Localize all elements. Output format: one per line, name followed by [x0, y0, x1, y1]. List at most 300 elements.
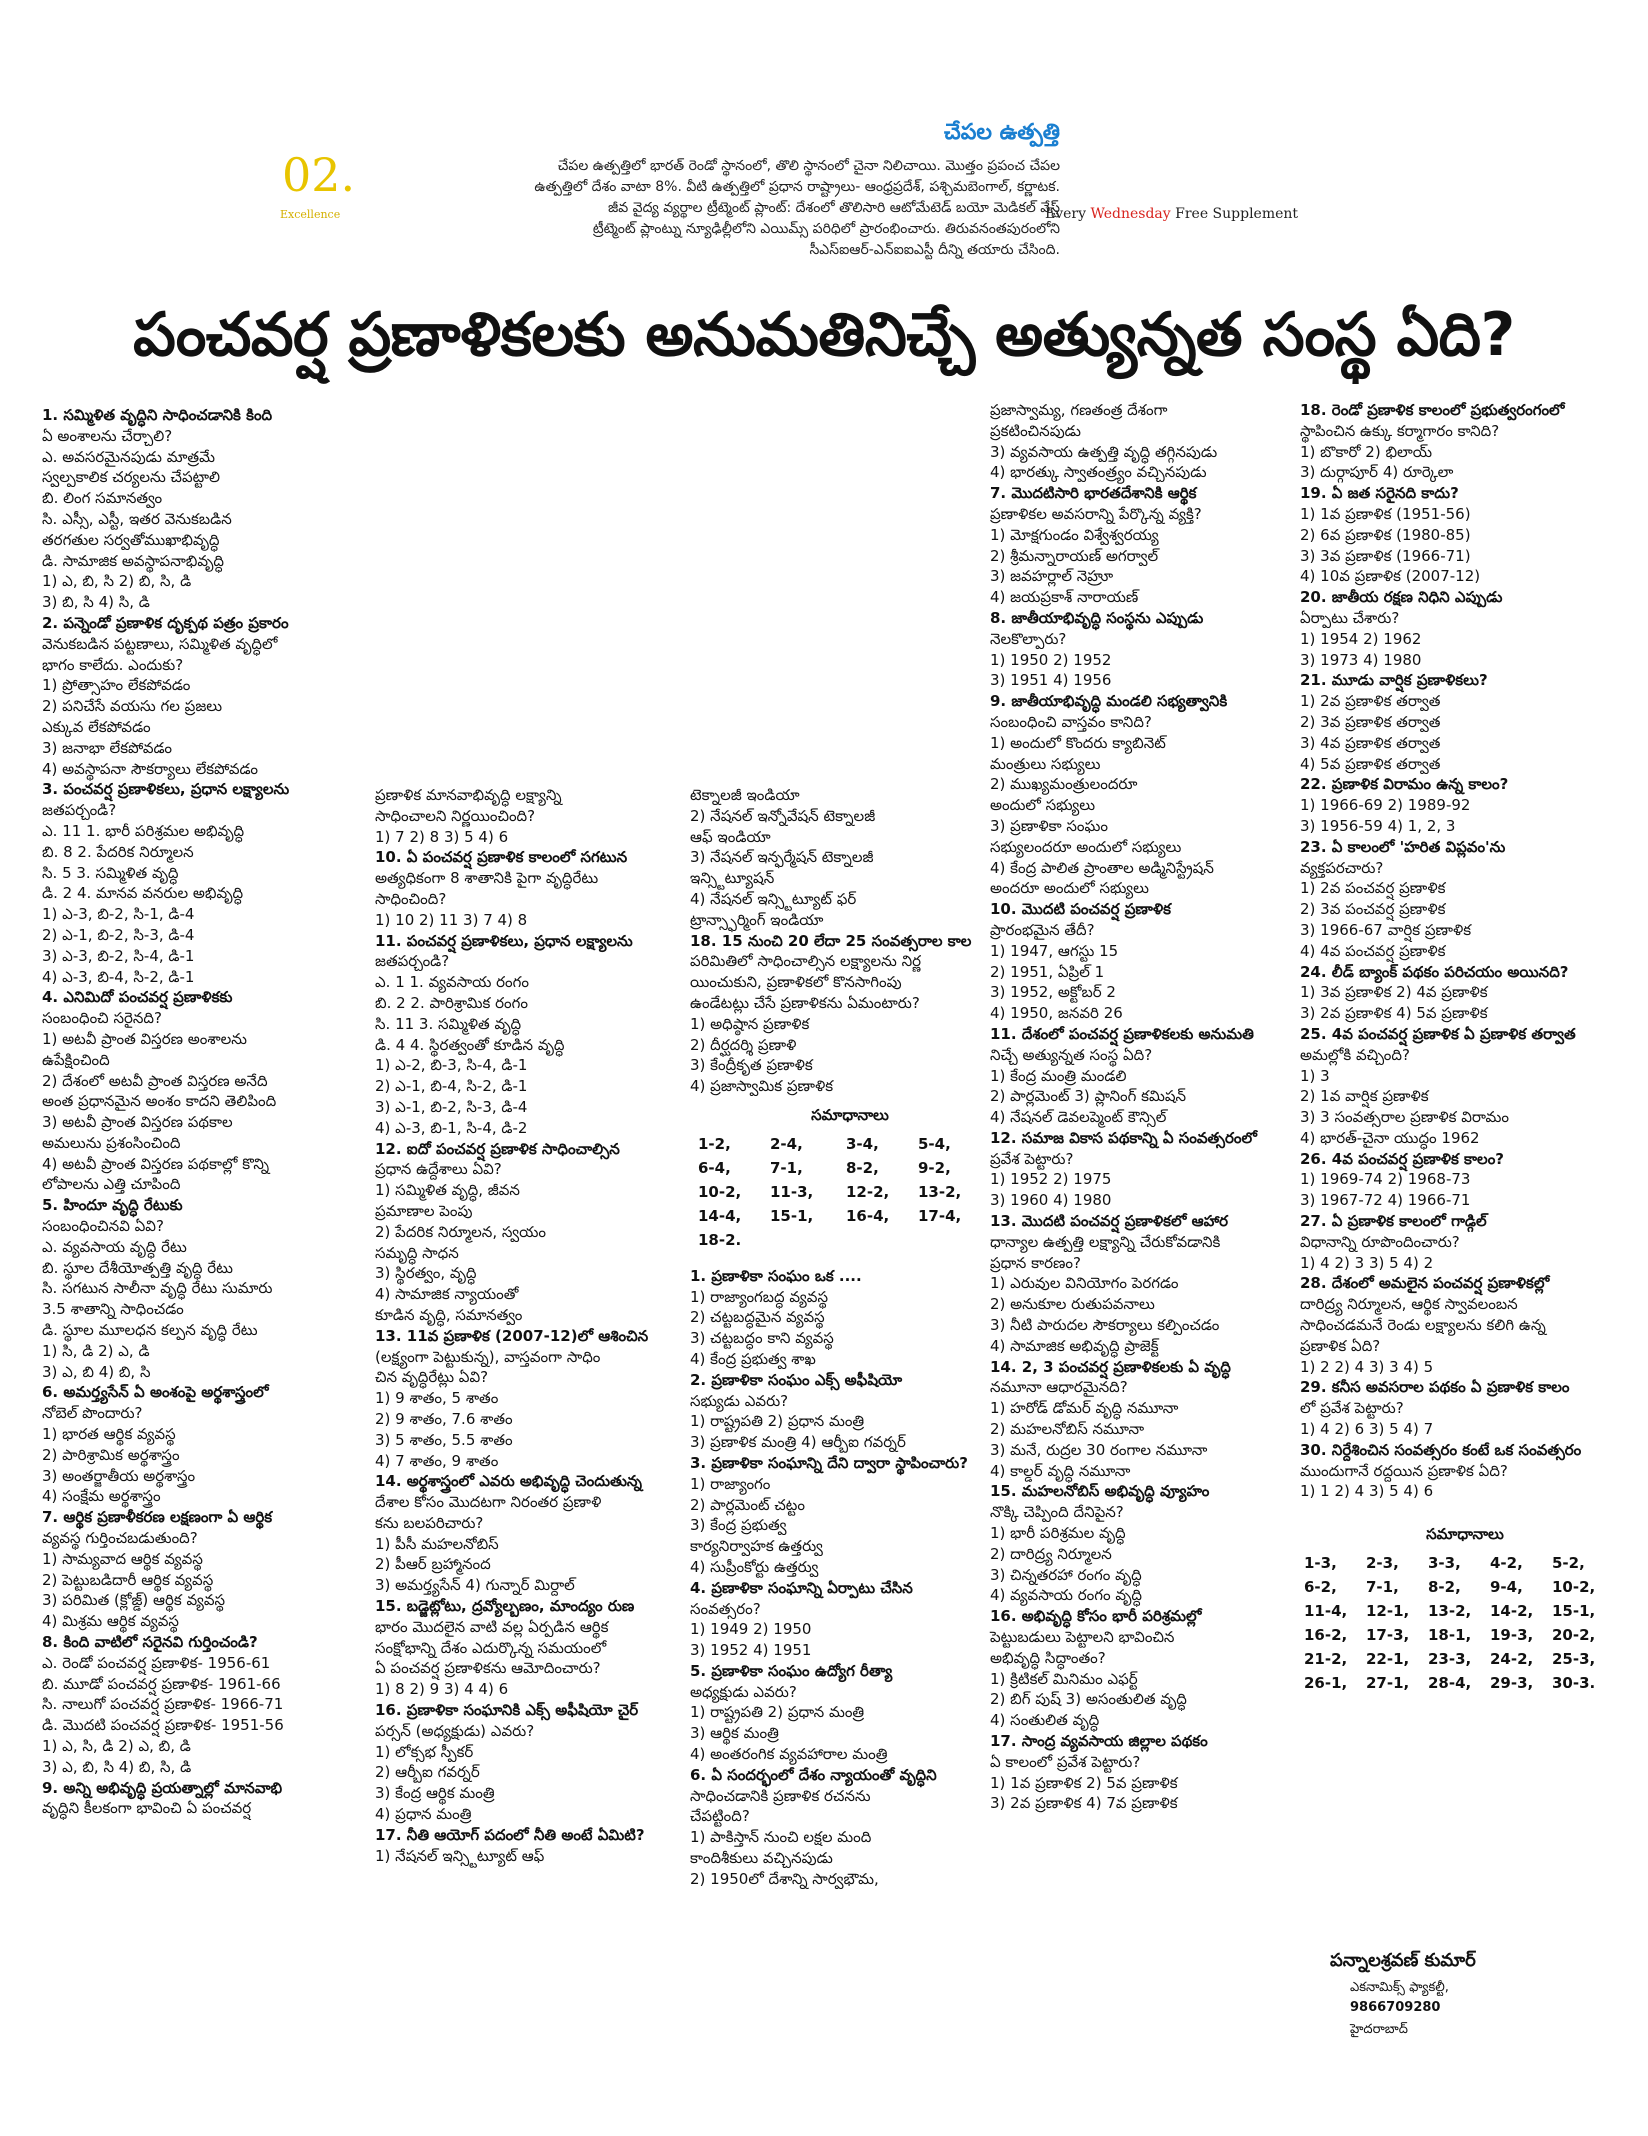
option-line: 1) 3: [1300, 1066, 1330, 1085]
option-line: 1) 1949 2) 1950: [690, 1620, 812, 1639]
option-line: భారం మొదలైన వాటి వల్ల ఏర్పడిన ఆర్థిక: [375, 1617, 609, 1636]
option-line: 3) జనాభా లేకపోవడం: [42, 738, 172, 757]
option-line: చిన వృద్ధిరేట్లు ఏవి?: [375, 1368, 489, 1387]
option-line: 4) కాల్డర్ వృద్ధి నమూనా: [990, 1461, 1131, 1480]
option-line: 2) 3వ ప్రణాళిక తర్వాత: [1300, 712, 1441, 731]
author-line: ఎకనామిక్స్ ఫ్యాకల్టీ,: [1350, 1980, 1449, 1995]
option-line: ప్రణాళిక మానవాభివృద్ధి లక్ష్యాన్ని: [375, 786, 562, 804]
question-line: 18. రెండో ప్రణాళిక కాలంలో ప్రభుత్వరంగంలో: [1300, 401, 1565, 419]
news-heading: చేపల ఉత్పత్తి: [944, 120, 1060, 145]
option-line: 4) ఎ-3, బి-4, సి-2, డి-1: [42, 967, 195, 986]
option-line: 3) 3వ ప్రణాళిక (1966-71): [1300, 546, 1471, 565]
option-line: ధాన్యాల ఉత్పత్తి లక్ష్యాన్ని చేరుకోవడానికి: [990, 1232, 1221, 1251]
option-line: ఉపేక్షించింది: [42, 1050, 110, 1069]
option-line: భాగం కాలేదు. ఎందుకు?: [42, 655, 184, 674]
option-line: 4) నేషనల్ డెవలప్మెంట్ కౌన్సిల్: [990, 1108, 1167, 1127]
option-line: అధ్యక్షుడు ఎవరు?: [690, 1682, 797, 1701]
option-line: ట్రాన్స్ఫార్మింగ్ ఇండియా: [690, 910, 824, 929]
question-line: 8. కింది వాటిలో సరైనవి గుర్తించండి?: [42, 1633, 258, 1652]
question-line: 12. సమాజ వికాస పథకాన్ని ఏ సంవత్సరంలో: [990, 1128, 1257, 1147]
option-line: 4) అటవీ ప్రాంత విస్తరణ పథకాల్లో కొన్ని: [42, 1154, 270, 1173]
option-line: సంవత్సరం?: [690, 1599, 761, 1618]
answer-cell: 14-4,: [698, 1206, 742, 1225]
option-line: సి. ఎస్సీ, ఎస్టీ, ఇతర వెనుకబడిన: [42, 509, 232, 528]
option-line: కాందిశీకులు వచ్చినపుడు: [690, 1849, 833, 1868]
option-line: 1) బొకారో 2) భిలాయ్: [1300, 442, 1433, 461]
question-line: 10. ఏ పంచవర్ష ప్రణాళిక కాలంలో సగటున: [375, 848, 628, 867]
column-2: [375, 785, 705, 1866]
news-line: జీవ వైద్య వ్యర్థాల ట్రీట్మెంట్ ప్లాంట్: దేశంలో తొలిసారి ఆటోమేటెడ్ బయో మెడికల్ వేస్ట్: [608, 200, 1060, 216]
option-line: 1) ప్రోత్సాహం లేకపోవడం: [42, 676, 191, 695]
option-line: 4) వ్యవసాయ రంగం వృద్ధి: [990, 1586, 1142, 1605]
answer-cell: 29-3,: [1490, 1674, 1534, 1693]
option-line: 4) భారత్కు స్వాతంత్ర్యం వచ్చినపుడు: [990, 463, 1207, 482]
question-line: 18. 15 నుంచి 20 లేదా 25 సంవత్సరాల కాల: [690, 931, 972, 950]
question-line: 16. అభివృద్ధి కోసం భారీ పరిశ్రమల్లో: [990, 1607, 1202, 1626]
option-line: 3) నీటి పారుదల సౌకర్యాలు కల్పించడం: [990, 1316, 1220, 1335]
question-line: 30. నిర్దేశించిన సంవత్సరం కంటే ఒక సంవత్సరం: [1300, 1440, 1582, 1459]
option-line: 1) 1వ ప్రణాళిక 2) 5వ ప్రణాళిక: [990, 1773, 1178, 1792]
option-line: సాధించింది?: [375, 889, 447, 908]
answer-cell: [770, 1228, 846, 1252]
option-line: 1) సామ్యవాద ఆర్థిక వ్యవస్థ: [42, 1549, 203, 1568]
option-line: దారిద్ర్య నిర్మూలన, ఆర్థిక స్వావలంబన: [1300, 1295, 1518, 1314]
answer-cell: 14-2,: [1490, 1602, 1534, 1621]
option-line: 2) ఆర్బీఐ గవర్నర్: [375, 1763, 480, 1782]
answer-row: [1304, 1575, 1630, 1599]
answer-cell: 2-4,: [770, 1134, 803, 1153]
option-line: ప్రవేశ పెట్టారు?: [990, 1149, 1074, 1168]
answers-title-2: సమాధానాలు: [1426, 1525, 1504, 1544]
answer-cell: 1-2,: [698, 1134, 731, 1153]
option-line: 4) సుప్రీంకోర్టు ఉత్తర్వు: [690, 1557, 819, 1576]
question-line: 9. అన్ని అభివృద్ధి ప్రయత్నాల్లో మానవాభి: [42, 1778, 283, 1797]
question-line: 10. మొదటి పంచవర్ష ప్రణాళిక: [990, 900, 1171, 919]
column-3: [690, 785, 1010, 1890]
option-line: 4) 10వ ప్రణాళిక (2007-12): [1300, 567, 1481, 586]
question-line: 17. సాంద్ర వ్యవసాయ జిల్లాల పథకం: [990, 1732, 1208, 1750]
option-line: ఆఫ్ ఇండియా: [690, 827, 771, 846]
question-line: 15. బడ్జెట్లోటు, ద్రవ్యోల్బణం, మాంద్యం రుణ: [375, 1597, 635, 1616]
option-line: 2) 6వ ప్రణాళిక (1980-85): [1300, 525, 1471, 544]
option-line: సమృద్ధి సాధన: [375, 1243, 459, 1262]
option-line: కార్యనిర్వాహక ఉత్తర్వు: [690, 1537, 823, 1556]
answer-row: [1304, 1671, 1630, 1695]
option-line: సి. నాలుగో పంచవర్ష ప్రణాళిక- 1966-71: [42, 1695, 284, 1714]
option-line: సభ్యులందరూ అందులో సభ్యులు: [990, 837, 1182, 856]
option-line: 3) ప్రణాళిక మంత్రి 4) ఆర్బీఐ గవర్నర్: [690, 1433, 906, 1452]
option-line: 2) 9 శాతం, 7.6 శాతం: [375, 1409, 513, 1428]
option-line: ప్రకటించినపుడు: [990, 421, 1081, 440]
answer-cell: 5-2,: [1552, 1554, 1585, 1573]
option-line: 3) జవహర్లాల్ నెహ్రూ: [990, 567, 1114, 586]
question-line: 11. దేశంలో పంచవర్ష ప్రణాళికలకు అనుమతి: [990, 1024, 1254, 1043]
option-line: ఎ. రెండో పంచవర్ష ప్రణాళిక- 1956-61: [42, 1653, 271, 1672]
answer-cell: 18-2.: [698, 1230, 742, 1249]
option-line: ఎ. 1 1. వ్యవసాయ రంగం: [375, 973, 530, 992]
question-line: 27. ఏ ప్రణాళిక కాలంలో గాడ్గిల్: [1300, 1212, 1487, 1231]
option-line: 4) 4వ పంచవర్ష ప్రణాళిక: [1300, 941, 1446, 960]
option-line: వెనుకబడిన పట్టణాలు, సమ్మిళిత వృద్ధిలో: [42, 634, 278, 653]
option-line: 3) కేంద్ర ప్రభుత్వ: [690, 1516, 787, 1535]
option-line: విధానాన్ని రూపొందించారు?: [1300, 1232, 1460, 1251]
question-line: 6. అమర్త్యసేన్ ఏ అంశంపై అర్థశాస్త్రంలో: [42, 1383, 269, 1402]
question-line: 14. అర్థశాస్త్రంలో ఎవరు అభివృద్ధి చెందుతున్న: [375, 1472, 642, 1491]
option-line: 4) ఎ-3, బి-1, సి-4, డి-2: [375, 1118, 528, 1137]
option-line: 1) లోక్సభ స్పీకర్: [375, 1742, 474, 1761]
option-line: 1) సమ్మిళిత వృద్ధి, జీవన: [375, 1181, 520, 1200]
option-line: వ్యవస్థ గుర్తించబడుతుంది?: [42, 1529, 198, 1548]
option-line: తరగతుల సర్వతోముఖాభివృద్ధి: [42, 530, 220, 549]
question-line: 12. ఐదో పంచవర్ష ప్రణాళిక సాధించాల్సిన: [375, 1139, 620, 1158]
option-line: పెట్టుబడులు పెట్టాలని భావించిన: [990, 1628, 1175, 1647]
answer-cell: 7-1,: [1366, 1578, 1399, 1597]
option-line: 1) 1952 2) 1975: [990, 1170, 1112, 1189]
option-line: 3.5 శాతాన్ని సాధించడం: [42, 1300, 184, 1319]
column-1: [42, 405, 372, 1819]
option-line: డి. సామాజిక అవస్థాపనాభివృద్ధి: [42, 551, 224, 570]
option-line: డి. 4 4. స్థిరత్వంతో కూడిన వృద్ధి: [375, 1035, 565, 1054]
answer-row: [698, 1228, 1010, 1252]
option-line: అందులో సభ్యులు: [990, 796, 1096, 815]
option-line: సి. 5 3. సమ్మిళిత వృద్ధి: [42, 863, 179, 882]
answer-cell: 6-2,: [1304, 1578, 1337, 1597]
question-line: 13. 11వ ప్రణాళిక (2007-12)లో ఆశించిన: [375, 1326, 649, 1345]
option-line: 1) రాజ్యాంగం: [690, 1474, 771, 1493]
question-line: 5. హిందూ వృద్ధి రేటుకు: [42, 1196, 183, 1215]
answer-cell: 12-2,: [846, 1182, 890, 1201]
option-line: ఎ. 11 1. భారీ పరిశ్రమల అభివృద్ధి: [42, 821, 245, 840]
option-line: బి. లింగ సమానత్వం: [42, 489, 163, 508]
answer-cell: 20-2,: [1552, 1626, 1596, 1645]
option-line: 1) 1 2) 4 3) 5 4) 6: [1300, 1482, 1434, 1501]
option-line: మంత్రులు సభ్యులు: [990, 754, 1101, 773]
question-line: 4. ఎనిమిదో పంచవర్ష ప్రణాళికకు: [42, 988, 233, 1007]
option-line: 1) మోక్షగుండం విశ్వేశ్వరయ్య: [990, 525, 1159, 544]
answer-cell: 16-4,: [846, 1206, 890, 1225]
question-line: 7. ఆర్థిక ప్రణాళీకరణ లక్షణంగా ఏ ఆర్థిక: [42, 1508, 273, 1527]
option-line: 1) ఎ, బి, సి 2) బి, సి, డి: [42, 572, 192, 591]
option-line: డి. స్థూల మూలధన కల్పన వృద్ధి రేటు: [42, 1321, 258, 1340]
option-line: ఇన్స్టిట్యూషన్: [690, 869, 775, 888]
question-line: 22. ప్రణాళిక విరామం ఉన్న కాలం?: [1300, 775, 1509, 794]
option-line: (లక్ష్యంగా పెట్టుకున్న), వాస్తవంగా సాధిం: [375, 1347, 601, 1366]
option-line: సి. 11 3. సమ్మిళిత వృద్ధి: [375, 1014, 522, 1033]
option-line: 4) సంతులిత వృద్ధి: [990, 1711, 1100, 1730]
option-line: 1) 1947, ఆగస్టు 15: [990, 941, 1119, 960]
option-line: 4) కేంద్ర ప్రభుత్వ శాఖ: [690, 1349, 816, 1368]
option-line: బి. 8 2. పేదరిక నిర్మూలన: [42, 842, 194, 861]
option-line: 2) మహలనోబిస్ నమూనా: [990, 1420, 1145, 1439]
answer-row: [698, 1132, 1010, 1156]
option-line: 1) 2వ పంచవర్ష ప్రణాళిక: [1300, 879, 1446, 898]
option-line: 1) ఎరువుల వినియోగం పెరగడం: [990, 1274, 1179, 1293]
question-line: 2. పన్నెండో ప్రణాళిక దృక్పథ పత్రం ప్రకారం: [42, 613, 289, 632]
option-line: 2) 1950లో దేశాన్ని సార్వభౌమ,: [690, 1869, 879, 1888]
question-line: 8. జాతీయాభివృద్ధి సంస్థను ఎప్పుడు: [990, 608, 1204, 627]
option-line: 3) నేషనల్ ఇన్ఫర్మేషన్ టెక్నాలజీ: [690, 848, 874, 867]
option-line: ఏర్పాటు చేశారు?: [1300, 608, 1400, 627]
option-line: నొక్కి చెప్పింది దేనిపైన?: [990, 1503, 1124, 1522]
option-line: 2) దారిద్ర్య నిర్మూలన: [990, 1544, 1112, 1563]
option-line: ముందుగానే రద్దయిన ప్రణాళిక ఏది?: [1300, 1461, 1508, 1480]
option-line: 4) నేషనల్ ఇన్స్టిట్యూట్ ఫర్: [690, 889, 857, 908]
option-line: ఎ. అవసరమైనపుడు మాత్రమే: [42, 447, 215, 466]
author-city: హైదరాబాద్: [1350, 2022, 1408, 2037]
question-line: 16. ప్రణాళికా సంఘానికి ఎక్స్ అఫీషియో చైర్: [375, 1701, 639, 1720]
option-line: 1) 1966-69 2) 1989-92: [1300, 796, 1471, 815]
answer-row: [1304, 1647, 1630, 1671]
option-line: ప్రణాళిక ఏది?: [1300, 1336, 1381, 1355]
option-line: 3) 1952, అక్టోబర్ 2: [990, 983, 1116, 1002]
option-line: నోబెల్ పొందారు?: [42, 1404, 143, 1423]
option-line: బి. మూడో పంచవర్ష ప్రణాళిక- 1961-66: [42, 1674, 281, 1693]
answer-cell: 11-3,: [770, 1182, 814, 1201]
option-line: 3) కేంద్ర ఆర్థిక మంత్రి: [375, 1784, 495, 1803]
option-line: యించుకుని, ప్రణాళికలో కొనసాగింపు: [690, 973, 902, 992]
option-line: జతపర్చండి?: [375, 952, 450, 971]
option-line: కను బలపరిచారు?: [375, 1513, 484, 1532]
answer-cell: 10-2,: [1552, 1578, 1596, 1597]
option-line: సాధించడానికి ప్రణాళిక రచనను: [690, 1786, 871, 1805]
option-line: 4) 7 శాతం, 9 శాతం: [375, 1451, 499, 1470]
supplement-post: Free Supplement: [1170, 206, 1299, 222]
option-line: 3) ఎ, బి 4) బి, సి: [42, 1362, 151, 1381]
option-line: 1) రాజ్యాంగబద్ధ వ్యవస్థ: [690, 1287, 828, 1306]
option-line: 4) అంతరంగిక వ్యవహారాల మంత్రి: [690, 1745, 888, 1764]
question-line: 3. ప్రణాళికా సంఘాన్ని దేని ద్వారా స్థాపించారు?: [690, 1453, 968, 1472]
option-line: 2) ముఖ్యమంత్రులందరూ: [990, 775, 1138, 794]
question-line: 17. నీతి ఆయోగ్ పదంలో నీతి అంటే ఏమిటి?: [375, 1825, 645, 1844]
option-line: 1) 1వ ప్రణాళిక (1951-56): [1300, 504, 1471, 523]
option-line: అమల్లోకి వచ్చింది?: [1300, 1045, 1410, 1064]
option-line: 3) చట్టబద్ధం కాని వ్యవస్థ: [690, 1329, 834, 1348]
answer-row: [698, 1156, 1010, 1180]
option-line: స్వల్పకాలిక చర్యలను చేపట్టాలి: [42, 468, 221, 487]
option-line: 4) సామాజిక అభివృద్ధి ప్రాజెక్ట్: [990, 1336, 1159, 1355]
question-line: 3. పంచవర్ష ప్రణాళికలు, ప్రధాన లక్ష్యాలను: [42, 780, 290, 799]
option-line: సాధించడమనే రెండు లక్ష్యాలను కలిగి ఉన్న: [1300, 1316, 1546, 1335]
news-line: ట్రీట్మెంట్ ప్లాంట్ను న్యూఢిల్లీలోని ఎయిమ్స్ పరిధిలో ప్రారంభించారు. తిరువనంతపురంలోని: [592, 221, 1060, 237]
option-line: ప్రమాణాల పెంపు: [375, 1201, 473, 1220]
option-line: 4) ప్రధాన మంత్రి: [375, 1805, 472, 1824]
answer-cell: 6-4,: [698, 1158, 731, 1177]
option-line: 3) ఆర్థిక మంత్రి: [690, 1724, 779, 1743]
option-line: 3) ఎ, బి, సి 4) బి, సి, డి: [42, 1757, 192, 1776]
masthead: [0, 0, 1648, 300]
option-line: 4) సంక్షేమ అర్థశాస్త్రం: [42, 1487, 161, 1506]
option-line: 2) బిగ్ పుష్ 3) అసంతులిత వృద్ధి: [990, 1690, 1187, 1709]
answers-title-1: సమాధానాలు: [811, 1105, 889, 1124]
option-line: ప్రజాస్వామ్య, గణతంత్ర దేశంగా: [990, 401, 1168, 419]
question-line: 1. సమ్మిళిత వృద్ధిని సాధించడానికి కింది: [42, 406, 273, 424]
option-line: ఏ కాలంలో ప్రవేశ పెట్టారు?: [990, 1752, 1141, 1771]
news-line: చేపల ఉత్పత్తిలో భారత్ రెండో స్థానంలో, తొలి స్థానంలో చైనా నిలిచాయి. మొత్తం ప్రపంచ చేపల: [557, 158, 1060, 174]
option-line: 3) 5 శాతం, 5.5 శాతం: [375, 1430, 513, 1449]
option-line: 2) పేదరిక నిర్మూలన, స్వయం: [375, 1222, 546, 1241]
column-5: [1300, 400, 1630, 1695]
answer-cell: 13-2,: [918, 1182, 962, 1201]
question-line: 9. జాతీయాభివృద్ధి మండలి సభ్యత్వానికి: [990, 692, 1228, 711]
option-line: 4) కేంద్ర పాలిత ప్రాంతాల అడ్మినిస్ట్రేషన్: [990, 858, 1214, 877]
option-line: సభ్యుడు ఎవరు?: [690, 1391, 789, 1410]
option-line: నెలకొల్పారు?: [990, 629, 1067, 648]
answer-cell: 26-1,: [1304, 1674, 1348, 1693]
answer-cell: 11-4,: [1304, 1602, 1348, 1621]
option-line: 1) భారత ఆర్థిక వ్యవస్థ: [42, 1425, 176, 1444]
option-line: సంక్షోభాన్ని దేశం ఎదుర్కొన్న సమయంలో: [375, 1638, 607, 1657]
question-line: 25. 4వ పంచవర్ష ప్రణాళిక ఏ ప్రణాళిక తర్వాత: [1300, 1024, 1576, 1043]
page-number: 02.: [282, 148, 356, 202]
option-line: 4) అవస్థాపనా సౌకర్యాలు లేకపోవడం: [42, 759, 258, 778]
option-line: 1) అధిష్ఠాన ప్రణాళిక: [690, 1014, 810, 1033]
option-line: 3) కేంద్రీకృత ప్రణాళిక: [690, 1056, 813, 1075]
option-line: 1) సి, డి 2) ఎ, డి: [42, 1341, 150, 1360]
answer-cell: 28-4,: [1428, 1674, 1472, 1693]
answer-cell: 2-3,: [1366, 1554, 1399, 1573]
option-line: 3) 1967-72 4) 1966-71: [1300, 1191, 1471, 1210]
option-line: సంబంధించి వాస్తవం కానిది?: [990, 712, 1152, 731]
option-line: 3) 3 సంవత్సరాల ప్రణాళిక విరామం: [1300, 1108, 1509, 1127]
option-line: 1) ఎ-3, బి-2, సి-1, డి-4: [42, 905, 195, 924]
option-line: పరిమితిలో సాధించాల్సిన లక్ష్యాలను నిర్ణ: [690, 952, 922, 971]
option-line: అమలును ప్రశంసించింది: [42, 1133, 181, 1152]
answer-cell: 27-1,: [1366, 1674, 1410, 1693]
option-line: 2) పెట్టుబడిదారీ ఆర్థిక వ్యవస్థ: [42, 1570, 214, 1589]
option-line: 2) పార్లమెంట్ 3) ప్లానింగ్ కమిషన్: [990, 1087, 1187, 1106]
option-line: 3) 2వ ప్రణాళిక 4) 5వ ప్రణాళిక: [1300, 1004, 1488, 1023]
question-line: 19. ఏ జత సరైనది కాదు?: [1300, 484, 1459, 503]
option-line: 3) ఎ-1, బి-2, సి-3, డి-4: [375, 1097, 528, 1116]
answer-cell: 30-3.: [1552, 1674, 1596, 1693]
author-name: పన్నాలశ్రవణ్ కుమార్: [1330, 1950, 1476, 1971]
option-line: 3) ఎ-3, బి-2, సి-4, డి-1: [42, 946, 195, 965]
question-line: 29. కనీస అవసరాల పథకం ఏ ప్రణాళిక కాలం: [1300, 1378, 1570, 1397]
option-line: ప్రారంభమైన తేదీ?: [990, 920, 1095, 939]
answer-cell: 17-3,: [1366, 1626, 1410, 1645]
option-line: 1) కేంద్ర మంత్రి మండలి: [990, 1066, 1127, 1085]
answer-cell: 3-4,: [846, 1134, 879, 1153]
option-line: ప్రణాళికల అవసరాన్ని పేర్కొన్న వ్యక్తి?: [990, 504, 1202, 523]
option-line: 2) 3వ పంచవర్ష ప్రణాళిక: [1300, 900, 1446, 919]
option-line: 4) 1950, జనవరి 26: [990, 1004, 1123, 1023]
answer-cell: 17-4,: [918, 1206, 962, 1225]
option-line: 1) ఎ, సి, డి 2) ఎ, బి, డి: [42, 1737, 191, 1755]
option-line: 2) దీర్ఘదర్శి ప్రణాళి: [690, 1035, 797, 1054]
answer-cell: [918, 1228, 990, 1252]
option-line: నమూనా ఆధారమైనది?: [990, 1378, 1128, 1397]
answer-cell: 19-3,: [1490, 1626, 1534, 1645]
question-line: 14. 2, 3 పంచవర్ష ప్రణాళికలకు ఏ వృద్ధి: [990, 1357, 1231, 1376]
option-line: 1) రాష్ట్రపతి 2) ప్రధాన మంత్రి: [690, 1412, 865, 1431]
option-line: 1) ఎ-2, బి-3, సి-4, డి-1: [375, 1056, 528, 1075]
answer-row: [698, 1180, 1010, 1204]
option-line: 2) పారిశ్రామిక అర్థశాస్త్రం: [42, 1445, 180, 1464]
option-line: 1) 4 2) 3 3) 5 4) 2: [1300, 1253, 1434, 1272]
option-line: 2) ఎ-1, బి-2, సి-3, డి-4: [42, 925, 195, 944]
option-line: 1) భారీ పరిశ్రమల వృద్ధి: [990, 1524, 1126, 1543]
answer-row: [1304, 1551, 1630, 1575]
option-line: 1) రాష్ట్రపతి 2) ప్రధాన మంత్రి: [690, 1703, 865, 1722]
question-line: 4. ప్రణాళికా సంఘాన్ని ఏర్పాటు చేసిన: [690, 1578, 913, 1597]
answer-cell: 25-3,: [1552, 1650, 1596, 1669]
answer-cell: 16-2,: [1304, 1626, 1348, 1645]
option-line: 2) పనిచేసే వయసు గల ప్రజలు: [42, 697, 223, 716]
supplement-tagline: [1045, 206, 1298, 222]
option-line: 1) అటవీ ప్రాంత విస్తరణ అంశాలను: [42, 1029, 247, 1048]
option-line: 1) 3వ ప్రణాళిక 2) 4వ ప్రణాళిక: [1300, 983, 1488, 1002]
option-line: స్థాపించిన ఉక్కు కర్మాగారం కానిది?: [1300, 421, 1500, 440]
answer-cell: 8-2,: [846, 1158, 879, 1177]
question-line: 6. ఏ సందర్భంలో దేశం న్యాయంతో వృద్ధిని: [690, 1765, 937, 1784]
option-line: 3) ప్రణాళికా సంఘం: [990, 816, 1108, 835]
supplement-pre: Every: [1045, 206, 1091, 222]
option-line: జతపర్చండి?: [42, 801, 117, 820]
option-line: వ్యక్తపరచారు?: [1300, 858, 1384, 877]
option-line: 3) 1966-67 వార్షిక ప్రణాళిక: [1300, 920, 1472, 939]
option-line: డి. మొదటి పంచవర్ష ప్రణాళిక- 1951-56: [42, 1716, 284, 1735]
question-line: 20. జాతీయ రక్షణ నిధిని ఎప్పుడు: [1300, 588, 1503, 607]
option-line: 3) 4వ ప్రణాళిక తర్వాత: [1300, 733, 1441, 752]
answer-cell: 8-2,: [1428, 1578, 1461, 1597]
option-line: 3) 1952 4) 1951: [690, 1641, 812, 1660]
option-line: 1) హరోడ్ డోమర్ వృద్ధి నమూనా: [990, 1399, 1179, 1418]
option-line: 1) అందులో కొందరు క్యాబినెట్: [990, 733, 1166, 752]
option-line: 1) 1950 2) 1952: [990, 650, 1112, 669]
question-line: 24. లీడ్ బ్యాంక్ పథకం పరిచయం అయినది?: [1300, 962, 1569, 981]
answer-cell: 7-1,: [770, 1158, 803, 1177]
option-line: 1) 2 2) 4 3) 3 4) 5: [1300, 1357, 1434, 1376]
question-line: 2. ప్రణాళికా సంఘం ఎక్స్ అఫీషియో: [690, 1370, 903, 1389]
option-line: 2) దేశంలో అటవీ ప్రాంత విస్తరణ అనేది: [42, 1071, 268, 1090]
option-line: వృద్ధిని కీలకంగా భావించి ఏ పంచవర్ష: [42, 1799, 252, 1818]
answer-cell: 18-1,: [1428, 1626, 1472, 1645]
option-line: సి. సగటున సాలీనా వృద్ధి రేటు సుమారు: [42, 1279, 273, 1298]
option-line: సంబంధించినవి ఏవి?: [42, 1217, 164, 1236]
question-line: 13. మొదటి పంచవర్ష ప్రణాళికలో ఆహార: [990, 1212, 1228, 1231]
answer-cell: 1-3,: [1304, 1554, 1337, 1573]
option-line: 3) స్థిరత్వం, వృద్ధి: [375, 1264, 477, 1283]
option-line: నిచ్చే అత్యున్నత సంస్థ ఏది?: [990, 1045, 1153, 1064]
answer-row: [1304, 1599, 1630, 1623]
option-line: 1) 9 శాతం, 5 శాతం: [375, 1389, 499, 1408]
question-line: 23. ఏ కాలంలో 'హరిత విప్లవం'ను: [1300, 837, 1506, 856]
answer-cell: 10-2,: [698, 1182, 742, 1201]
option-line: చేపట్టింది?: [690, 1807, 750, 1826]
answer-cell: 21-2,: [1304, 1650, 1348, 1669]
answer-cell: 4-2,: [1490, 1554, 1523, 1573]
option-line: డి. 2 4. మానవ వనరుల అభివృద్ధి: [42, 884, 244, 903]
option-line: 2) పీఆర్ బ్రహ్మానంద: [375, 1555, 491, 1574]
option-line: 4) సామాజిక న్యాయంతో: [375, 1285, 519, 1304]
question-line: 5. ప్రణాళికా సంఘం ఉద్యోగ రీత్యా: [690, 1661, 893, 1680]
option-line: 3) అంతర్జాతీయ అర్థశాస్త్రం: [42, 1466, 196, 1485]
option-line: టెక్నాలజీ ఇండియా: [690, 786, 800, 804]
option-line: 4) మిశ్రమ ఆర్థిక వ్యవస్థ: [42, 1612, 179, 1631]
option-line: 1) 4 2) 6 3) 5 4) 7: [1300, 1420, 1434, 1439]
option-line: 3) పరిమిత (క్లోజ్డ్) ఆర్థిక వ్యవస్థ: [42, 1591, 226, 1610]
author-phone: 9866709280: [1350, 2000, 1441, 2015]
logo-text: Excellence: [280, 208, 341, 221]
main-headline: పంచవర్ష ప్రణాళికలకు అనుమతినిచ్చే అత్యున్నత సంస్థ ఏది?: [133, 300, 1515, 370]
option-line: అందరూ అందులో సభ్యులు: [990, 879, 1149, 898]
answer-cell: 15-1,: [1552, 1602, 1596, 1621]
option-line: 3) మనే, రుద్రల 30 రంగాల నమూనా: [990, 1440, 1208, 1459]
question-line: 21. మూడు వార్షిక ప్రణాళికలు?: [1300, 671, 1488, 690]
answer-cell: [846, 1228, 918, 1252]
option-line: ఉండేటట్లు చేసే ప్రణాళికను ఏమంటారు?: [690, 993, 920, 1012]
option-line: బి. స్థూల దేశీయోత్పత్తి వృద్ధి రేటు: [42, 1258, 233, 1277]
